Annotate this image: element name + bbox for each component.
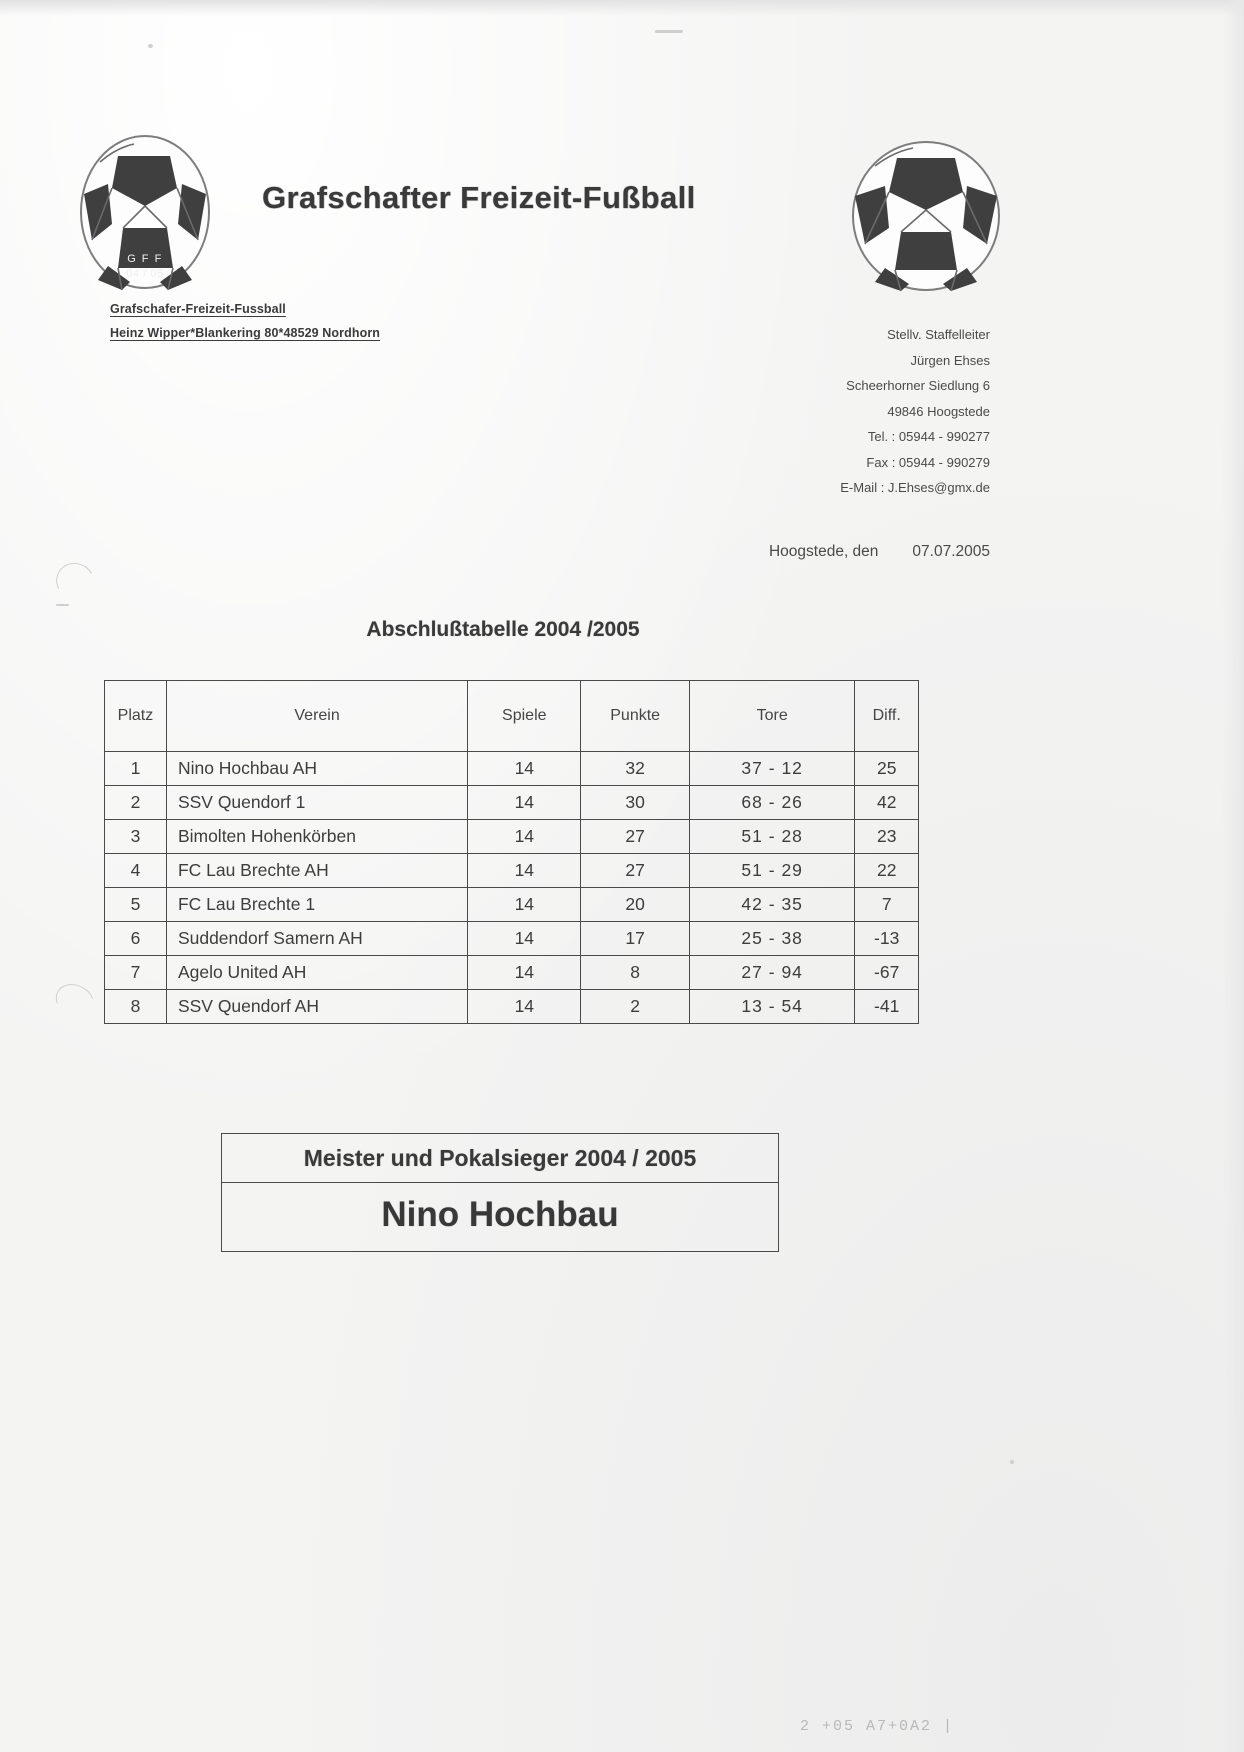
recipient-street: Scheerhorner Siedlung 6	[846, 378, 990, 393]
scan-arc-artifact	[50, 977, 100, 1024]
cell-diff: -67	[855, 956, 919, 990]
sender-line-2: Heinz Wipper*Blankering 80*48529 Nordhorn	[110, 326, 381, 340]
dateline-date: 07.07.2005	[912, 543, 990, 560]
champion-team: Nino Hochbau	[381, 1195, 619, 1234]
table-row	[105, 854, 919, 888]
cell-diff: 22	[855, 854, 919, 888]
cell-spiele: 14	[468, 956, 581, 990]
table-row	[105, 786, 919, 820]
cell-verein: Suddendorf Samern AH	[166, 922, 467, 956]
cell-punkte: 27	[581, 820, 690, 854]
cell-platz: 4	[105, 854, 167, 888]
cell-verein: Nino Hochbau AH	[166, 752, 467, 786]
cell-tore	[689, 888, 854, 922]
champion-box	[221, 1133, 779, 1252]
standings-table	[104, 680, 919, 1024]
scan-speck	[148, 44, 153, 48]
champion-heading: Meister und Pokalsieger 2004 / 2005	[222, 1134, 778, 1183]
cell-platz: 6	[105, 922, 167, 956]
cell-spiele: 14	[468, 990, 581, 1024]
scan-arc-artifact	[51, 558, 98, 604]
cell-tore	[689, 990, 854, 1024]
column-header-verein: Verein	[166, 681, 467, 752]
cell-tore	[689, 752, 854, 786]
cell-platz: 1	[105, 752, 167, 786]
column-header-spiele: Spiele	[468, 681, 581, 752]
column-header-punkte: Punkte	[581, 681, 690, 752]
cell-diff: 23	[855, 820, 919, 854]
cell-spiele: 14	[468, 888, 581, 922]
scan-edge-top	[0, 0, 1244, 16]
sender-address	[110, 297, 380, 345]
scan-edge-right	[1222, 0, 1244, 1752]
cell-diff: -41	[855, 990, 919, 1024]
cell-verein: SSV Quendorf 1	[166, 786, 467, 820]
cell-verein: Agelo United AH	[166, 956, 467, 990]
letterhead	[0, 62, 1244, 280]
table-row	[105, 820, 919, 854]
table-row	[105, 888, 919, 922]
cell-verein: FC Lau Brechte 1	[166, 888, 467, 922]
dateline	[560, 543, 990, 561]
cell-diff: 25	[855, 752, 919, 786]
cell-verein: Bimolten Hohenkörben	[166, 820, 467, 854]
table-row	[105, 990, 919, 1024]
cell-platz: 2	[105, 786, 167, 820]
cell-punkte: 2	[581, 990, 690, 1024]
cell-verein: FC Lau Brechte AH	[166, 854, 467, 888]
standings-table-wrapper	[104, 680, 919, 1024]
cell-spiele: 14	[468, 820, 581, 854]
recipient-contact-block	[600, 322, 990, 501]
cell-tore	[689, 854, 854, 888]
column-header-tore: Tore	[689, 681, 854, 752]
cell-punkte: 30	[581, 786, 690, 820]
cell-platz: 3	[105, 820, 167, 854]
recipient-role: Stellv. Staffelleiter	[887, 327, 990, 342]
cell-tore-value: 25 - 38	[741, 928, 803, 948]
cell-tore-value: 68 - 26	[741, 792, 803, 812]
scan-speck	[655, 30, 683, 33]
dateline-city: Hoogstede, den	[768, 543, 879, 560]
scan-footer-artifact: 2 +05 A7+0A2 |	[800, 1718, 955, 1735]
cell-tore-value: 42 - 35	[741, 894, 803, 914]
logo-season-text: 04 / 05	[126, 268, 164, 280]
cell-tore-value: 13 - 54	[741, 996, 803, 1016]
cell-tore-value: 51 - 28	[741, 826, 803, 846]
cell-diff: -13	[855, 922, 919, 956]
cell-diff: 42	[855, 786, 919, 820]
page-title: Grafschafter Freizeit-Fußball	[262, 180, 696, 215]
sender-line-1: Grafschafer-Freizeit-Fussball	[110, 302, 286, 316]
football-logo-left	[78, 132, 212, 292]
column-header-diff: Diff.	[855, 681, 919, 752]
cell-spiele: 14	[468, 854, 581, 888]
cell-diff: 7	[855, 888, 919, 922]
table-row	[105, 956, 919, 990]
cell-punkte: 32	[581, 752, 690, 786]
standings-table-body	[105, 752, 919, 1024]
cell-platz: 7	[105, 956, 167, 990]
cell-punkte: 8	[581, 956, 690, 990]
logo-initials-text: G F F	[127, 253, 163, 265]
cell-tore	[689, 922, 854, 956]
cell-spiele: 14	[468, 752, 581, 786]
column-header-platz: Platz	[105, 681, 167, 752]
cell-tore-value: 37 - 12	[741, 758, 803, 778]
football-logo-right	[851, 140, 1001, 292]
standings-title: Abschlußtabelle 2004 /2005	[366, 618, 640, 641]
table-row	[105, 922, 919, 956]
cell-tore	[689, 956, 854, 990]
recipient-city: 49846 Hoogstede	[887, 403, 990, 419]
cell-tore	[689, 786, 854, 820]
cell-platz: 8	[105, 990, 167, 1024]
recipient-fax: Fax : 05944 - 990279	[866, 454, 990, 470]
cell-verein: SSV Quendorf AH	[166, 990, 467, 1024]
cell-punkte: 17	[581, 922, 690, 956]
table-row	[105, 752, 919, 786]
recipient-email: E-Mail : J.Ehses@gmx.de	[840, 480, 990, 495]
table-header-row	[105, 681, 919, 752]
cell-tore-value: 27 - 94	[741, 962, 803, 982]
recipient-phone: Tel. : 05944 - 990277	[867, 429, 990, 444]
scan-speck	[1010, 1460, 1014, 1464]
cell-punkte: 27	[581, 854, 690, 888]
cell-tore-value: 51 - 29	[741, 860, 803, 880]
recipient-name: Jürgen Ehses	[910, 352, 990, 368]
cell-spiele: 14	[468, 786, 581, 820]
cell-tore	[689, 820, 854, 854]
cell-spiele: 14	[468, 922, 581, 956]
cell-platz: 5	[105, 888, 167, 922]
cell-punkte: 20	[581, 888, 690, 922]
scan-speck	[56, 604, 69, 606]
